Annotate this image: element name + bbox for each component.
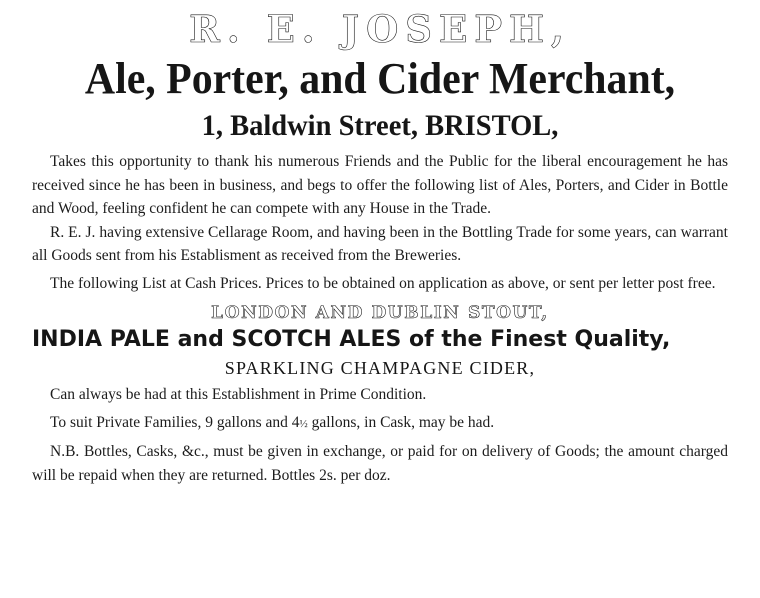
price-paragraph: The following List at Cash Prices. Prices to be obtained on application as above, or sent per letter post free.: [50, 274, 716, 292]
families-line: [32, 411, 728, 437]
merchant-name: R. E. JOSEPH,: [189, 7, 571, 51]
families-fraction: ½: [299, 417, 308, 430]
cider-heading: SPARKLING CHAMPAGNE CIDER,: [224, 358, 536, 378]
stout-heading: LONDON AND DUBLIN STOUT,: [211, 303, 549, 323]
ales-heading: INDIA PALE and SCOTCH ALES of the Finest Quality,: [32, 327, 671, 352]
families-line-prefix: To suit Private Families, 9 gallons and 4: [50, 413, 300, 431]
intro-paragraph: Takes this opportunity to thank his numerous Friends and the Public for the liberal encouragement he has received since he has been in business, and begs to offer the following list of Ales, Porters, and Cider in Bottle and Wood, feeling confident he can compete with any House in the Trade.: [32, 153, 728, 217]
address-line: 1, Baldwin Street, BRISTOL,: [201, 109, 559, 142]
bottles-paragraph: N.B. Bottles, Casks, &c., must be given in exchange, or paid for on delivery of Goods; the amount charged will be repaid when they are returned. Bottles 2s. per doz.: [32, 443, 728, 484]
families-line-suffix: gallons, in Cask, may be had.: [307, 413, 495, 431]
trade-line: Ale, Porter, and Cider Merchant,: [84, 54, 676, 103]
cellarage-paragraph: R. E. J. having extensive Cellarage Room, and having been in the Bottling Trade for some years, can warrant all Goods sent from his Establisment as received from the Breweries.: [32, 223, 728, 264]
condition-line: Can always be had at this Establishment in Prime Condition.: [50, 386, 427, 403]
